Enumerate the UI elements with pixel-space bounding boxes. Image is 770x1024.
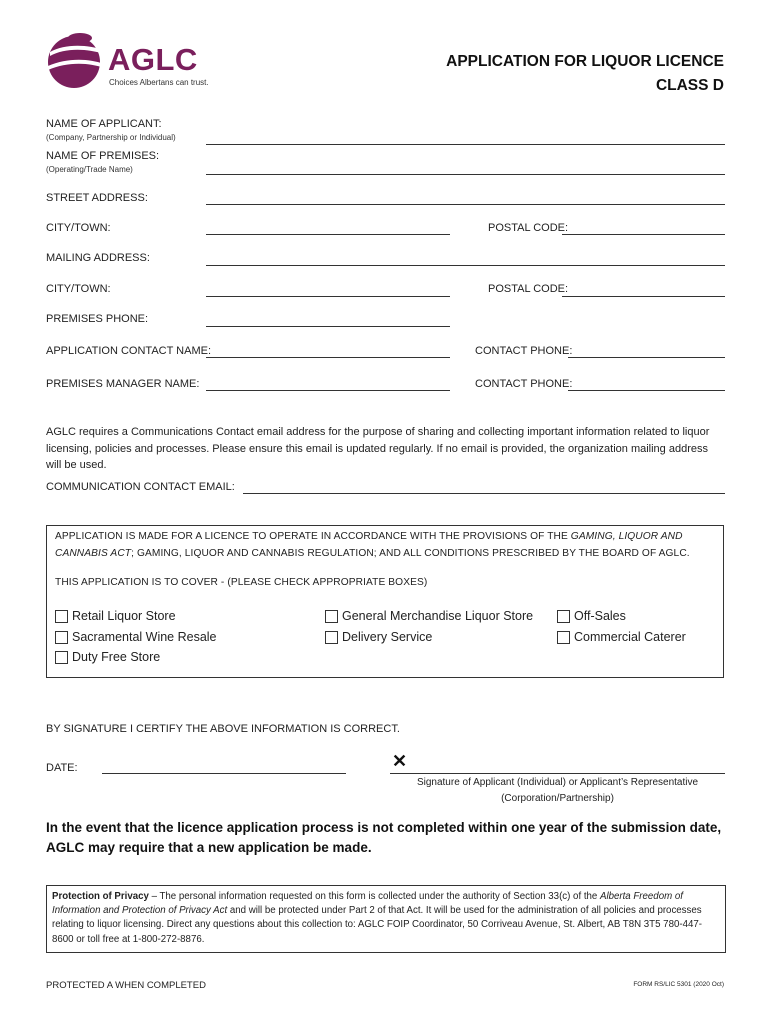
mailing-city-label: CITY/TOWN: <box>46 283 111 295</box>
applicant-name-field[interactable] <box>206 144 725 145</box>
premises-sublabel: (Operating/Trade Name) <box>46 165 133 174</box>
signature-x-mark: ✕ <box>392 751 408 771</box>
checkbox-off-sales[interactable] <box>557 609 626 623</box>
postal-code-field[interactable] <box>562 234 725 235</box>
checkbox-square[interactable] <box>55 631 68 644</box>
logo-wordmark: AGLC <box>108 42 198 77</box>
communication-email-label: COMMUNICATION CONTACT EMAIL: <box>46 481 235 493</box>
premises-phone-field[interactable] <box>206 326 450 327</box>
form-title <box>446 50 724 98</box>
privacy-heading: Protection of Privacy <box>52 891 149 902</box>
checkbox-square[interactable] <box>55 610 68 623</box>
aglc-logo <box>46 30 246 92</box>
communication-email-field[interactable] <box>243 493 725 494</box>
statement-part1: APPLICATION IS MADE FOR A LICENCE TO OPERATE IN ACCORDANCE WITH THE PROVISIONS OF THE <box>55 531 571 542</box>
date-field[interactable] <box>102 773 346 774</box>
city-field[interactable] <box>206 234 450 235</box>
protected-notice: PROTECTED A WHEN COMPLETED <box>46 980 206 991</box>
application-contact-label: APPLICATION CONTACT NAME: <box>46 345 212 357</box>
checkbox-retail-liquor-store[interactable] <box>55 609 176 623</box>
checkbox-label: Delivery Service <box>342 630 433 644</box>
application-contact-field[interactable] <box>206 357 450 358</box>
premises-manager-label: PREMISES MANAGER NAME: <box>46 378 200 390</box>
form-title-line1: APPLICATION FOR LIQUOR LICENCE <box>446 53 724 70</box>
signature-caption-line1: Signature of Applicant (Individual) or Applicant’s Representative <box>416 777 699 788</box>
premises-name-field[interactable] <box>206 174 725 175</box>
mailing-address-label: MAILING ADDRESS: <box>46 252 150 264</box>
signature-caption-line2: (Corporation/Partnership) <box>501 793 614 804</box>
checkbox-square[interactable] <box>325 610 338 623</box>
application-statement <box>55 529 715 562</box>
privacy-act-name: Alberta Freedom of Information and Protection of Privacy Act <box>52 891 683 917</box>
expiry-warning: In the event that the licence application process is not completed within one year of the submission date, AGLC may require that a new application be made. <box>46 820 722 855</box>
checkbox-sacramental-wine[interactable] <box>55 630 217 644</box>
mailing-postal-label: POSTAL CODE: <box>488 283 569 295</box>
checkbox-square[interactable] <box>325 631 338 644</box>
mailing-city-field[interactable] <box>206 296 450 297</box>
checkbox-square[interactable] <box>55 651 68 664</box>
certify-statement: BY SIGNATURE I CERTIFY THE ABOVE INFORMATION IS CORRECT. <box>46 723 400 735</box>
signature-field[interactable] <box>390 773 725 774</box>
mailing-address-field[interactable] <box>206 265 725 266</box>
checkbox-square[interactable] <box>557 610 570 623</box>
mailing-postal-field[interactable] <box>562 296 725 297</box>
checkbox-label: Commercial Caterer <box>574 630 686 644</box>
application-scope-box <box>46 525 724 678</box>
checkbox-general-merchandise[interactable] <box>325 609 533 623</box>
contact-phone-label: CONTACT PHONE: <box>475 345 573 357</box>
checkbox-label: Sacramental Wine Resale <box>72 630 217 644</box>
logo-tagline: Choices Albertans can trust. <box>109 78 209 87</box>
aglc-swirl-icon <box>46 30 106 90</box>
cover-instruction: THIS APPLICATION IS TO COVER - (PLEASE CHECK APPROPRIATE BOXES) <box>55 577 428 588</box>
checkbox-label: Off-Sales <box>574 609 626 623</box>
checkbox-commercial-caterer[interactable] <box>557 630 686 644</box>
checkbox-label: Duty Free Store <box>72 650 161 664</box>
premises-label: NAME OF PREMISES: <box>46 150 160 162</box>
date-label: DATE: <box>46 762 78 774</box>
privacy-notice <box>46 885 726 953</box>
form-number: FORM RS/LIC 5301 (2020 Oct) <box>633 981 724 988</box>
communications-paragraph: AGLC requires a Communications Contact email address for the purpose of sharing and collecting important information related to liquor licensing, policies and processes. Please ensure this email is updated regularly. If no email is provided, the organization mailing address will be used. <box>46 426 710 471</box>
checkbox-label: Retail Liquor Store <box>72 609 176 623</box>
postal-code-label: POSTAL CODE: <box>488 222 569 234</box>
checkbox-label: General Merchandise Liquor Store <box>342 609 534 623</box>
privacy-text-2: and will be protected under Part 2 of that Act. It will be used for the administration of all policies and processes relating to liquor licensing. Direct any questions about this collection to: AGLC FOIP Coordinator, 50 Corriveau Avenue, St. Albert, AB T8N 3T5 780-447-8600 or toll free at 1-800-272-8876. <box>52 905 702 945</box>
manager-phone-label: CONTACT PHONE: <box>475 378 573 390</box>
signature-caption <box>390 775 725 807</box>
statement-part2: ; GAMING, LIQUOR AND CANNABIS REGULATION; AND ALL CONDITIONS PRESCRIBED BY THE BOARD OF AGLC. <box>131 547 690 559</box>
contact-phone-field[interactable] <box>568 357 725 358</box>
form-title-line2: CLASS D <box>655 77 724 94</box>
checkbox-delivery-service[interactable] <box>325 630 432 644</box>
street-address-label: STREET ADDRESS: <box>46 192 148 204</box>
checkbox-square[interactable] <box>557 631 570 644</box>
street-address-field[interactable] <box>206 204 725 205</box>
manager-phone-field[interactable] <box>568 390 725 391</box>
city-label: CITY/TOWN: <box>46 222 111 234</box>
applicant-sublabel: (Company, Partnership or Individual) <box>46 133 176 142</box>
privacy-text-1: – The personal information requested on this form is collected under the authority of Section 33(c) of the <box>148 891 600 902</box>
checkbox-duty-free[interactable] <box>55 650 160 664</box>
statement-act-name: GAMING, LIQUOR AND CANNABIS ACT <box>55 531 683 559</box>
applicant-label: NAME OF APPLICANT: <box>46 118 162 130</box>
premises-phone-label: PREMISES PHONE: <box>46 313 149 325</box>
premises-manager-field[interactable] <box>206 390 450 391</box>
